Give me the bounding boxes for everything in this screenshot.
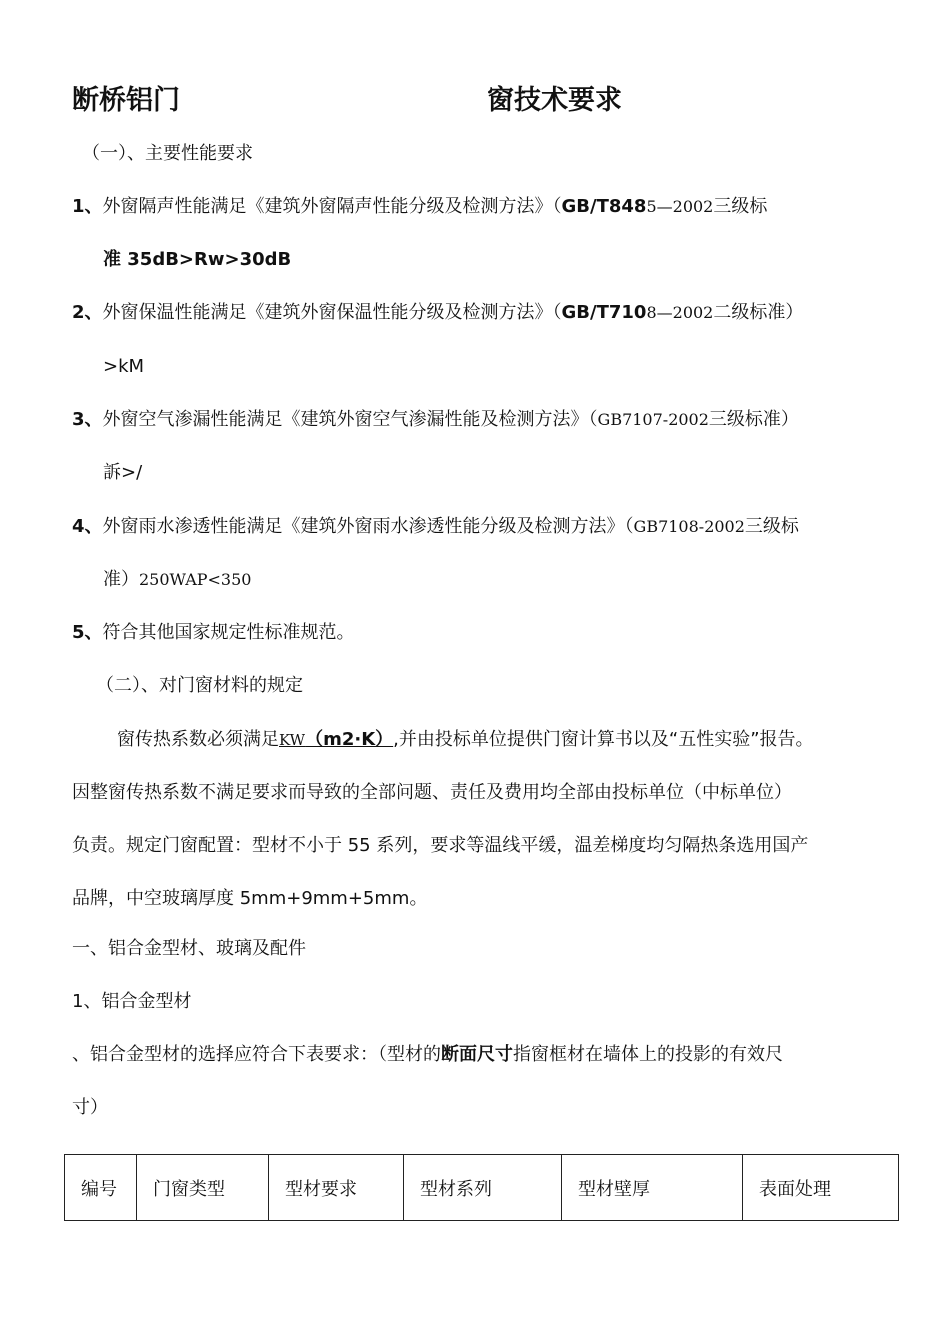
doc-title-right: 窗技术要求 — [487, 85, 622, 116]
item-2-num: 2、 — [72, 302, 103, 323]
para-rest: ,并由投标单位提供门窗计算书以及“五性实验”报告。 — [393, 729, 814, 750]
item-2-code: GB/T710 — [561, 302, 647, 323]
part1-desc-cont: 寸） — [72, 1097, 108, 1118]
item-1-tail2: 三级标 — [713, 196, 768, 217]
part1-desc-b: 指窗框材在墙体上的投影的有效尺 — [513, 1044, 783, 1065]
th-number: 编号 — [65, 1155, 137, 1221]
section2-para-line1 — [117, 728, 814, 752]
para-start: 窗传热系数必须满足 — [117, 729, 279, 750]
item-3-tail: GB7107-2002 — [597, 410, 709, 429]
item-5-text: 符合其他国家规定性标准规范。 — [102, 622, 355, 643]
item-4 — [72, 515, 799, 539]
item-3 — [72, 408, 799, 432]
item-4-cont-a: 准） — [103, 569, 139, 590]
item-1-cont: 准 35dB>Rw>30dB — [103, 249, 292, 270]
section2-para-line3: 负责。规定门窗配置：型材不小于 55 系列，要求等温线平缓，温差梯度均匀隔热条选用国产 — [72, 835, 809, 856]
section2-para-line4: 品牌，中空玻璃厚度 5mm+9mm+5mm。 — [72, 888, 428, 909]
kw-unit: KW（m2·K） — [279, 729, 394, 750]
item-4-num: 4、 — [72, 516, 103, 537]
item-3-cont: 訴>/ — [103, 462, 143, 483]
item-1-code: GB/T848 — [561, 196, 647, 217]
item-1-num: 1、 — [72, 196, 103, 217]
item-2-tail: 8—2002 — [646, 303, 714, 322]
item-5-num: 5、 — [72, 622, 103, 643]
part1-sub: 1、铝合金型材 — [72, 991, 192, 1012]
part1-desc — [72, 1043, 783, 1067]
item-2-tail2: 二级标准） — [713, 302, 804, 323]
item-1-tail: 5—2002 — [646, 197, 714, 216]
item-3-tail2: 三级标准） — [708, 409, 799, 430]
item-1 — [72, 195, 767, 219]
item-4-cont — [103, 568, 251, 592]
section2-para-line2: 因整窗传热系数不满足要求而导致的全部问题、责任及费用均全部由投标单位（中标单位） — [72, 782, 792, 803]
item-1-text: 外窗隔声性能满足《建筑外窗隔声性能分级及检测方法》（ — [102, 196, 562, 217]
th-series: 型材系列 — [404, 1155, 562, 1221]
item-2-text: 外窗保温性能满足《建筑外窗保温性能分级及检测方法》（ — [102, 302, 562, 323]
item-4-tail: GB7108-2002 — [633, 517, 745, 536]
item-2 — [72, 301, 803, 325]
item-4-tail2: 三级标 — [744, 516, 799, 537]
th-thickness: 型材壁厚 — [562, 1155, 743, 1221]
part1-desc-bold: 断面尺寸 — [441, 1044, 513, 1065]
part1-heading: 一、铝合金型材、玻璃及配件 — [72, 938, 306, 959]
item-3-num: 3、 — [72, 409, 103, 430]
th-type: 门窗类型 — [137, 1155, 269, 1221]
item-3-text: 外窗空气渗漏性能满足《建筑外窗空气渗漏性能及检测方法》（ — [102, 409, 598, 430]
section2-heading: （二）、对门窗材料的规定 — [96, 675, 303, 696]
section1-heading: （一）、主要性能要求 — [82, 143, 253, 164]
doc-title-left: 断桥铝门 — [72, 85, 180, 116]
item-4-text: 外窗雨水渗透性能满足《建筑外窗雨水渗透性能分级及检测方法》（ — [102, 516, 634, 537]
item-2-cont: >kM — [103, 356, 145, 377]
th-surface: 表面处理 — [743, 1155, 899, 1221]
th-requirement: 型材要求 — [269, 1155, 404, 1221]
item-4-cont-b: 250WAP<350 — [139, 570, 252, 589]
part1-desc-a: 、铝合金型材的选择应符合下表要求：（型材的 — [72, 1044, 441, 1065]
table-header-row — [65, 1155, 899, 1221]
item-5 — [72, 621, 355, 645]
spec-table — [64, 1154, 899, 1221]
